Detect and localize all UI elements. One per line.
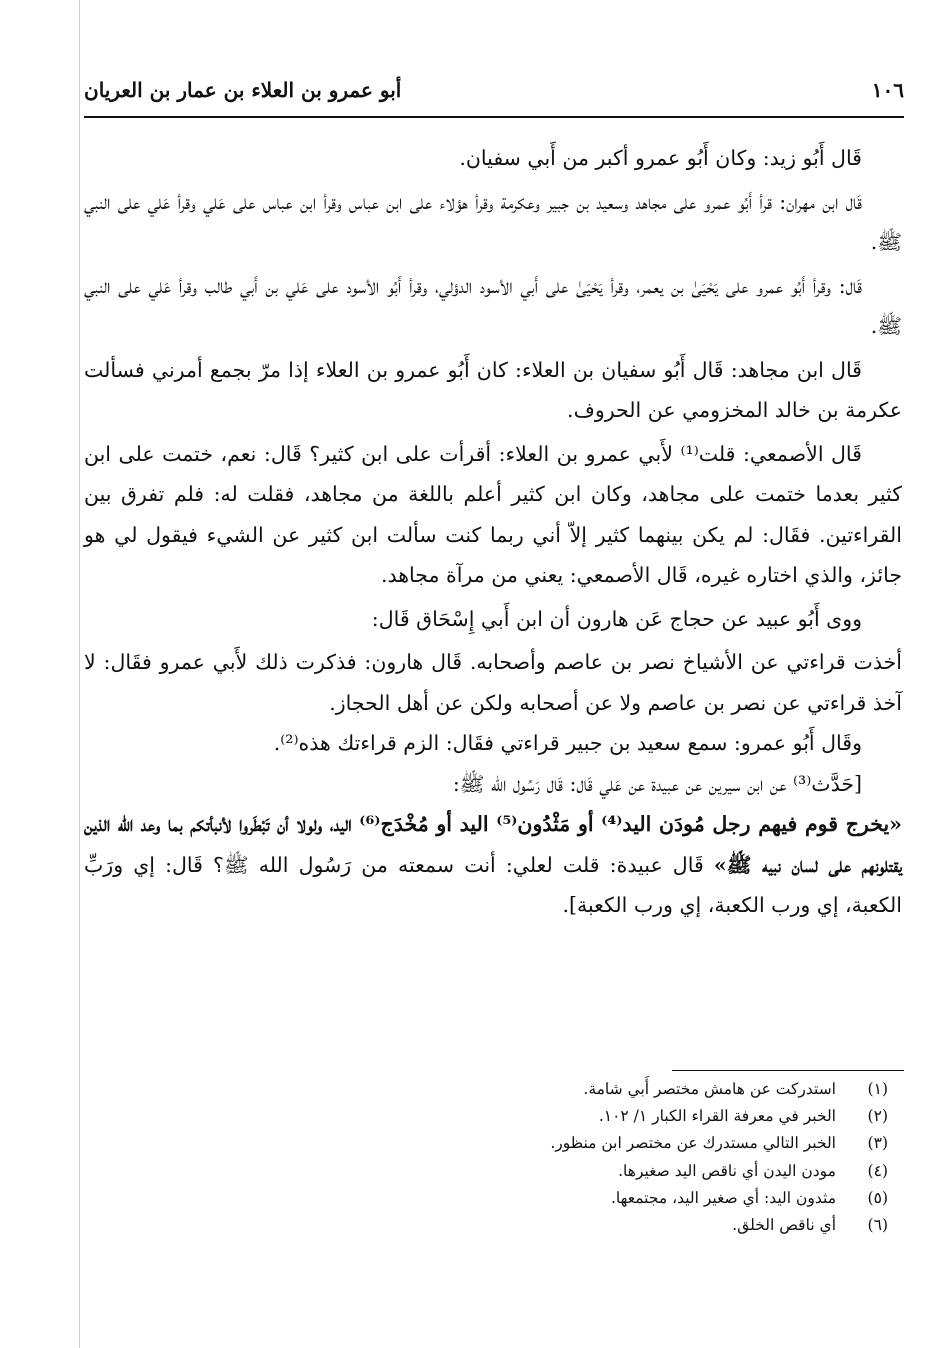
hadith-quote: «يخرج قوم فيهم رجل مُودَن اليد⁽⁴⁾ أو مَثْدُون⁽⁵⁾ اليد أو مُخْدَج⁽⁶⁾ اليد، ولولا أن تَبْطَروا لأنبأتكم بما وعد الله الذين يقتلونهم على لسان نبيه ﷺ» — [84, 812, 903, 877]
hadith-paragraph — [84, 804, 902, 926]
page-header — [84, 78, 904, 112]
footnote — [84, 1185, 888, 1212]
footnote-separator — [672, 1070, 904, 1071]
footnote-number: (٢) — [867, 1107, 888, 1126]
hadith-continuation: قَال عبيدة: قلت لعلي: أنت سمعته من رَسُول الله ﷺ؟ قَال: إي ورَبِّ الكعبة، إي ورب الكعبة، إي ورب الكعبة]. — [84, 852, 902, 917]
header-rule — [84, 116, 904, 118]
book-page — [80, 0, 940, 1348]
paragraph: قَال ابن مهران: قرأ أَبُو عمرو على مجاهد وسعيد بن جبير وعكرمة وقرأ هؤلاء على ابن عباس وقرأ ابن عباس على عَلي وقرأ عَلي على النبي ﷺ. — [84, 189, 902, 254]
footnote-number: (٣) — [867, 1134, 888, 1153]
footnote-text: مثدون اليد: أي صغير اليد، مجتمعها. — [610, 1188, 836, 1207]
running-title: أبو عمرو بن العلاء بن عمار بن العريان — [84, 78, 402, 102]
footnote-text: الخبر في معرفة القراء الكبار ١/ ١٠٢. — [598, 1107, 836, 1126]
footnote-text: أي ناقص الخلق. — [732, 1216, 836, 1235]
footnote-text: استدركت عن هامش مختصر أَبي شامة. — [583, 1080, 836, 1098]
footnote-number: (٥) — [867, 1188, 888, 1207]
footnote — [84, 1212, 888, 1239]
paragraph: قَال الأصمعي: قلت⁽¹⁾ لأَبي عمرو بن العلاء: أقرأت على ابن كثير؟ قَال: نعم، ختمت على ابن كثير بعدما ختمت على مجاهد، وكان ابن كثير أعلم باللغة من مجاهد، فقلت له: فلم تفرق بين القراءتين. فقَال: لم يكن بينهما كثير إلاّ أني ربما كنت سألت ابن كثير عن الشيء فيقول لي هو جائز، والذي اختاره غيره، قَال الأصمعي: يعني من مرآة مجاهد. — [84, 441, 902, 587]
paragraph: قَال أَبُو زيد: وكان أَبُو عمرو أكبر من أَبي سفيان. — [459, 146, 862, 170]
paragraph: أخذت قراءتي عن الأشياخ نصر بن عاصم وأصحابه. قَال هارون: فذكرت ذلك لأَبي عمرو فقَال: لا آخذ قراءتي عن نصر بن عاصم ولا عن أصحابه ولكن عن أهل الحجاز. — [84, 650, 902, 715]
footnote-number: (٦) — [867, 1216, 888, 1235]
footnote — [84, 1103, 888, 1130]
paragraph: وقَال أَبُو عمرو: سمع سعيد بن جبير قراءتي فقَال: الزم قراءتك هذه⁽²⁾. — [273, 731, 862, 755]
paragraph: قَال: وقرأ أَبُو عمرو على يَحْيَىٰ بن يعمر، وقرأ يَحْيَىٰ على أَبي الأسود الدؤلي، وقرأ أَبُو الأسود على عَلي بن أَبي طالب وقرأ عَلي على النبي ﷺ. — [84, 273, 902, 338]
footnote-number: (٤) — [867, 1161, 888, 1180]
paragraph: ووى أَبُو عبيد عن حجاج عَن هارون أن ابن أَبي إِسْحَاق قَال: — [371, 606, 862, 631]
main-text — [84, 138, 902, 926]
footnote-number: (١) — [867, 1080, 888, 1098]
footnotes — [84, 1076, 888, 1239]
footnote — [84, 1076, 888, 1103]
footnote-text: مودن اليدن أي ناقص اليد صغيرها. — [618, 1161, 836, 1180]
paragraph: [حَدَّث⁽³⁾ عن ابن سيرين عن عبيدة عن عَلي قَال: قَال رَسُول الله ﷺ: — [452, 771, 862, 796]
footnote — [84, 1158, 888, 1185]
footnote-text: الخبر التالي مستدرك عن مختصر ابن منظور. — [550, 1134, 836, 1153]
footnote — [84, 1130, 888, 1157]
paragraph: قَال ابن مجاهد: قَال أَبُو سفيان بن العلاء: كان أَبُو عمرو بن العلاء إذا مرّ بجمع أمرني فسألت عكرمة بن خالد المخزومي عن الحروف. — [84, 357, 902, 422]
page-number: ١٠٦ — [871, 78, 904, 102]
